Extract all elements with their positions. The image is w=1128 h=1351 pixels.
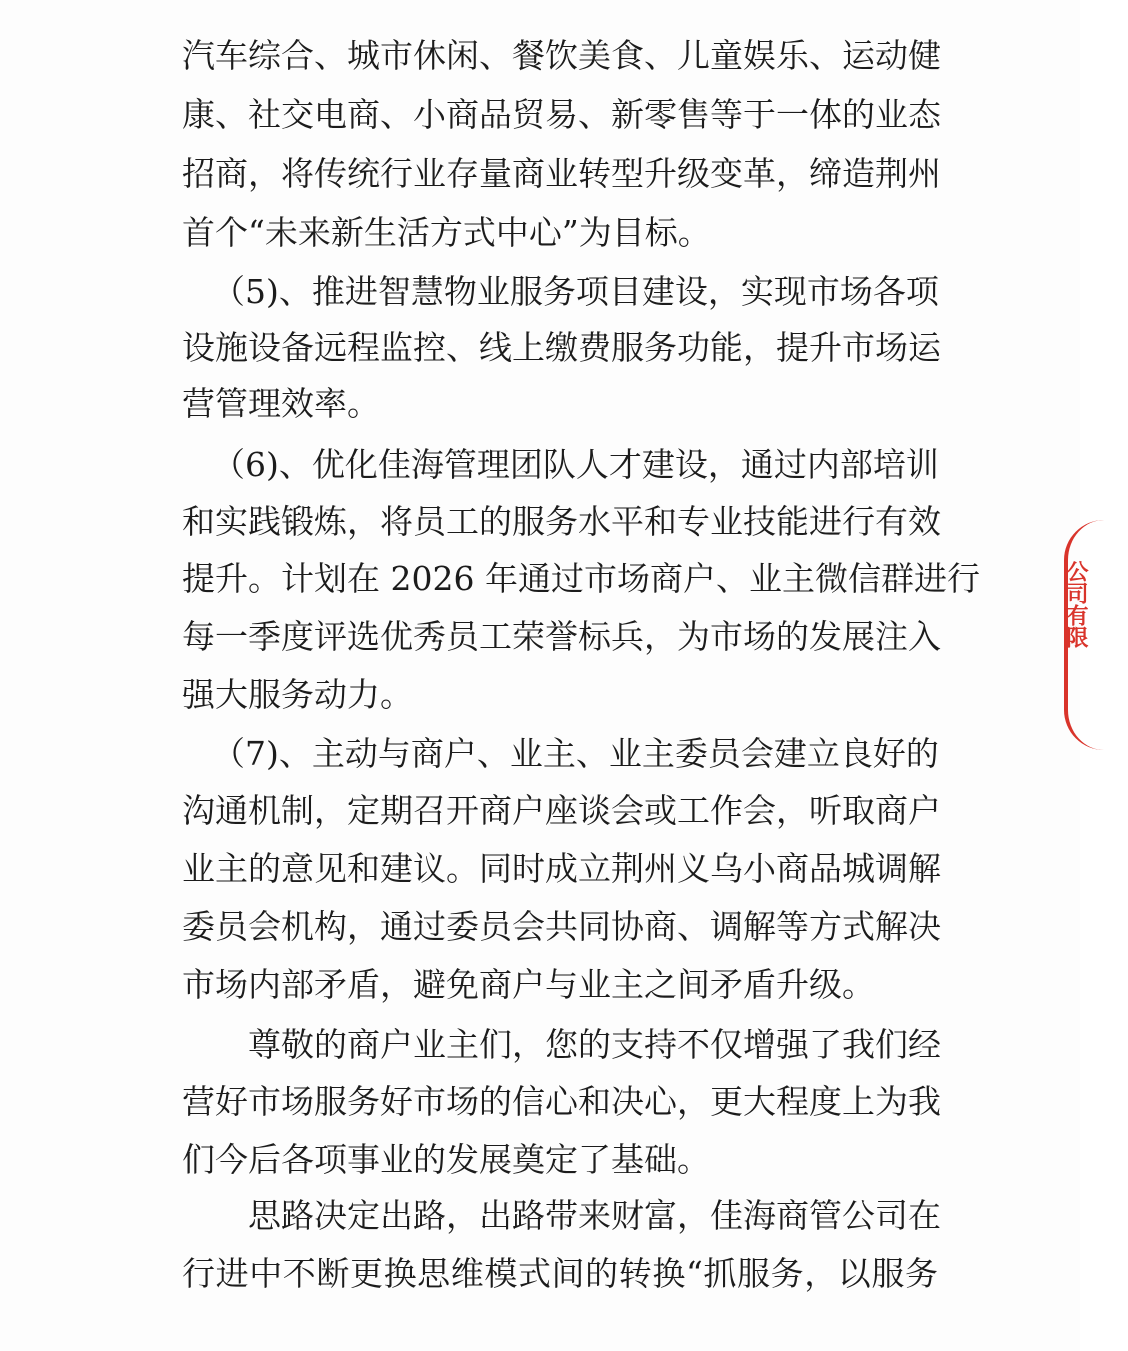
text-line-8: （6)、优化佳海管理团队人才建设，通过内部培训 (212, 445, 939, 484)
text-line-15: 业主的意见和建议。同时成立荆州义乌小商品城调解 (182, 849, 941, 888)
text-line-3: 招商，将传统行业存量商业转型升级变革，缔造荆州 (182, 154, 941, 193)
text-line-7: 营管理效率。 (182, 384, 380, 423)
text-line-19: 营好市场服务好市场的信心和决心，更大程度上为我 (182, 1082, 941, 1121)
text-line-10: 提升。计划在 2026 年通过市场商户、业主微信群进行 (182, 559, 980, 598)
text-line-14: 沟通机制，定期召开商户座谈会或工作会，听取商户 (182, 791, 941, 830)
text-line-1: 汽车综合、城市休闲、餐饮美食、儿童娱乐、运动健 (182, 36, 941, 75)
text-line-6: 设施设备远程监控、线上缴费服务功能，提升市场运 (182, 328, 941, 367)
text-line-21: 思路决定出路，出路带来财富，佳海商管公司在 (215, 1196, 941, 1235)
text-line-17: 市场内部矛盾，避免商户与业主之间矛盾升级。 (182, 965, 875, 1004)
text-line-9: 和实践锻炼，将员工的服务水平和专业技能进行有效 (182, 502, 941, 541)
text-line-18: 尊敬的商户业主们，您的支持不仅增强了我们经 (215, 1025, 941, 1064)
seal-text: 公司有限 (1063, 560, 1088, 648)
text-line-5: （5)、推进智慧物业服务项目建设，实现市场各项 (212, 272, 939, 311)
text-line-16: 委员会机构，通过委员会共同协商、调解等方式解决 (182, 907, 941, 946)
text-line-11: 每一季度评选优秀员工荣誉标兵，为市场的发展注入 (182, 617, 941, 656)
text-line-22: 行进中不断更换思维模式间的转换“抓服务，以服务 (182, 1254, 938, 1293)
text-line-2: 康、社交电商、小商品贸易、新零售等于一体的业态 (182, 95, 941, 134)
company-seal-stamp (1058, 520, 1088, 750)
text-line-20: 们今后各项事业的发展奠定了基础。 (182, 1140, 710, 1179)
text-line-13: （7)、主动与商户、业主、业主委员会建立良好的 (212, 734, 939, 773)
text-line-4: 首个“未来新生活方式中心”为目标。 (182, 213, 711, 252)
text-line-12: 强大服务动力。 (182, 675, 413, 714)
